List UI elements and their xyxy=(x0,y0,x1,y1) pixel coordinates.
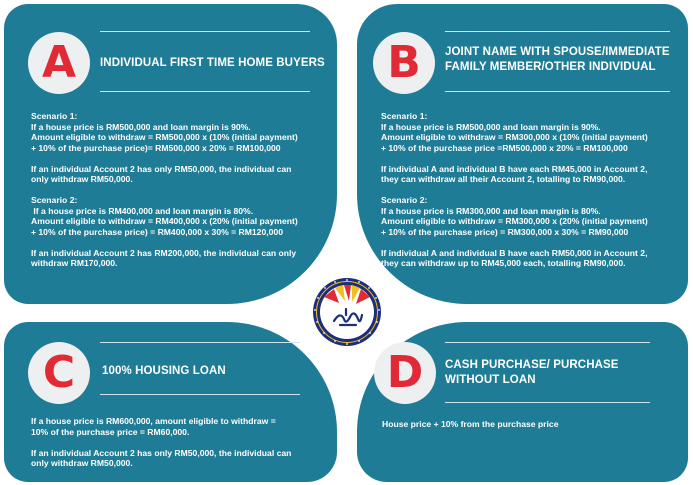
body-line: Scenario 1: xyxy=(381,111,428,121)
panel-c xyxy=(4,322,337,482)
heading-rule-bottom xyxy=(445,91,670,92)
panel-c-title: 100% HOUSING LOAN xyxy=(102,365,226,377)
panel-d xyxy=(357,322,688,482)
body-line: If a house price is RM500,000 and loan margin is 90%. xyxy=(31,121,251,132)
heading-rule-bottom xyxy=(100,91,310,92)
body-line: Amount eligible to withdraw = RM500,000 x (10% (initial payment) xyxy=(31,132,298,142)
body-line: + 10% of the purchase price)= RM500,000 x 20% = RM100,000 xyxy=(31,142,281,153)
body-line: Amount eligible to withdraw = RM300,000 x (20% (initial payment) xyxy=(381,216,648,226)
body-line: only withdraw RM50,000. xyxy=(31,458,133,468)
panel-b-body xyxy=(381,111,681,269)
panel-b xyxy=(357,4,688,304)
body-line: If a house price is RM400,000 and loan margin is 80%. xyxy=(31,205,254,216)
heading-rule-top xyxy=(445,31,670,32)
panel-a-title: INDIVIDUAL FIRST TIME HOME BUYERS xyxy=(100,57,325,69)
body-line: Scenario 2: xyxy=(381,195,428,205)
body-line: withdraw RM170,000. xyxy=(31,258,118,268)
body-line: If an individual Account 2 has only RM50,000, the individual can xyxy=(31,447,292,458)
panel-b-title-line2: FAMILY MEMBER/OTHER INDIVIDUAL xyxy=(445,61,656,73)
panel-b-title xyxy=(445,45,670,75)
body-line: If individual A and individual B have each RM45,000 in Account 2, xyxy=(381,163,648,174)
body-line: they can withdraw all their Account 2, totalling to RM90,000. xyxy=(381,174,626,184)
body-line: Amount eligible to withdraw = RM400,000 x (20% (initial payment) xyxy=(31,216,298,226)
body-line: + 10% of the purchase price) = RM300,000 x 30% = RM90,000 xyxy=(381,226,629,237)
body-line: If a house price is RM600,000, amount eligible to withdraw = xyxy=(31,416,276,426)
body-line: only withdraw RM50,000. xyxy=(31,174,133,184)
letter-badge-a: A xyxy=(28,32,90,94)
body-line: Scenario 2: xyxy=(31,195,78,205)
heading-rule-top xyxy=(100,342,300,343)
panel-c-body xyxy=(31,416,331,469)
body-line: they can withdraw up to RM45,000 each, totalling RM90,000. xyxy=(381,258,626,268)
body-line: + 10% of the purchase price) = RM400,000 x 30% = RM120,000 xyxy=(31,226,283,237)
panel-a-body xyxy=(31,111,331,269)
body-line: 10% of the purchase price = RM60,000. xyxy=(31,426,190,437)
body-line: If an individual Account 2 has RM200,000, the individual can only xyxy=(31,247,297,258)
panel-a xyxy=(4,4,337,304)
panel-d-title xyxy=(445,358,619,388)
letter-badge-c: C xyxy=(28,342,90,404)
body-line: House price + 10% from the purchase price xyxy=(382,419,559,429)
body-line: If a house price is RM500,000 and loan margin is 90%. xyxy=(381,121,601,132)
heading-rule-top xyxy=(445,342,650,343)
panel-d-title-line1: CASH PURCHASE/ PURCHASE xyxy=(445,359,619,371)
heading-rule-bottom xyxy=(100,394,300,395)
body-line: Scenario 1: xyxy=(31,111,78,121)
letter-badge-b: B xyxy=(373,32,435,94)
heading-rule-bottom xyxy=(445,402,650,403)
body-line: Amount eligible to withdraw = RM300,000 x (10% (initial payment) xyxy=(381,132,648,142)
panel-d-body xyxy=(382,419,672,430)
body-line: + 10% of the purchase price =RM500,000 x 20% = RM100,000 xyxy=(381,142,628,153)
kwsp-logo-icon xyxy=(310,275,384,349)
body-line: If a house price is RM300,000 and loan margin is 80%. xyxy=(381,205,601,216)
panel-d-title-line2: WITHOUT LOAN xyxy=(445,374,536,386)
letter-badge-d: D xyxy=(374,342,436,404)
heading-rule-top xyxy=(100,31,310,32)
body-line: If an individual Account 2 has only RM50,000, the individual can xyxy=(31,163,292,174)
panel-b-title-line1: JOINT NAME WITH SPOUSE/IMMEDIATE xyxy=(445,46,670,58)
body-line: If individual A and individual B have each RM50,000 in Account 2, xyxy=(381,247,648,258)
